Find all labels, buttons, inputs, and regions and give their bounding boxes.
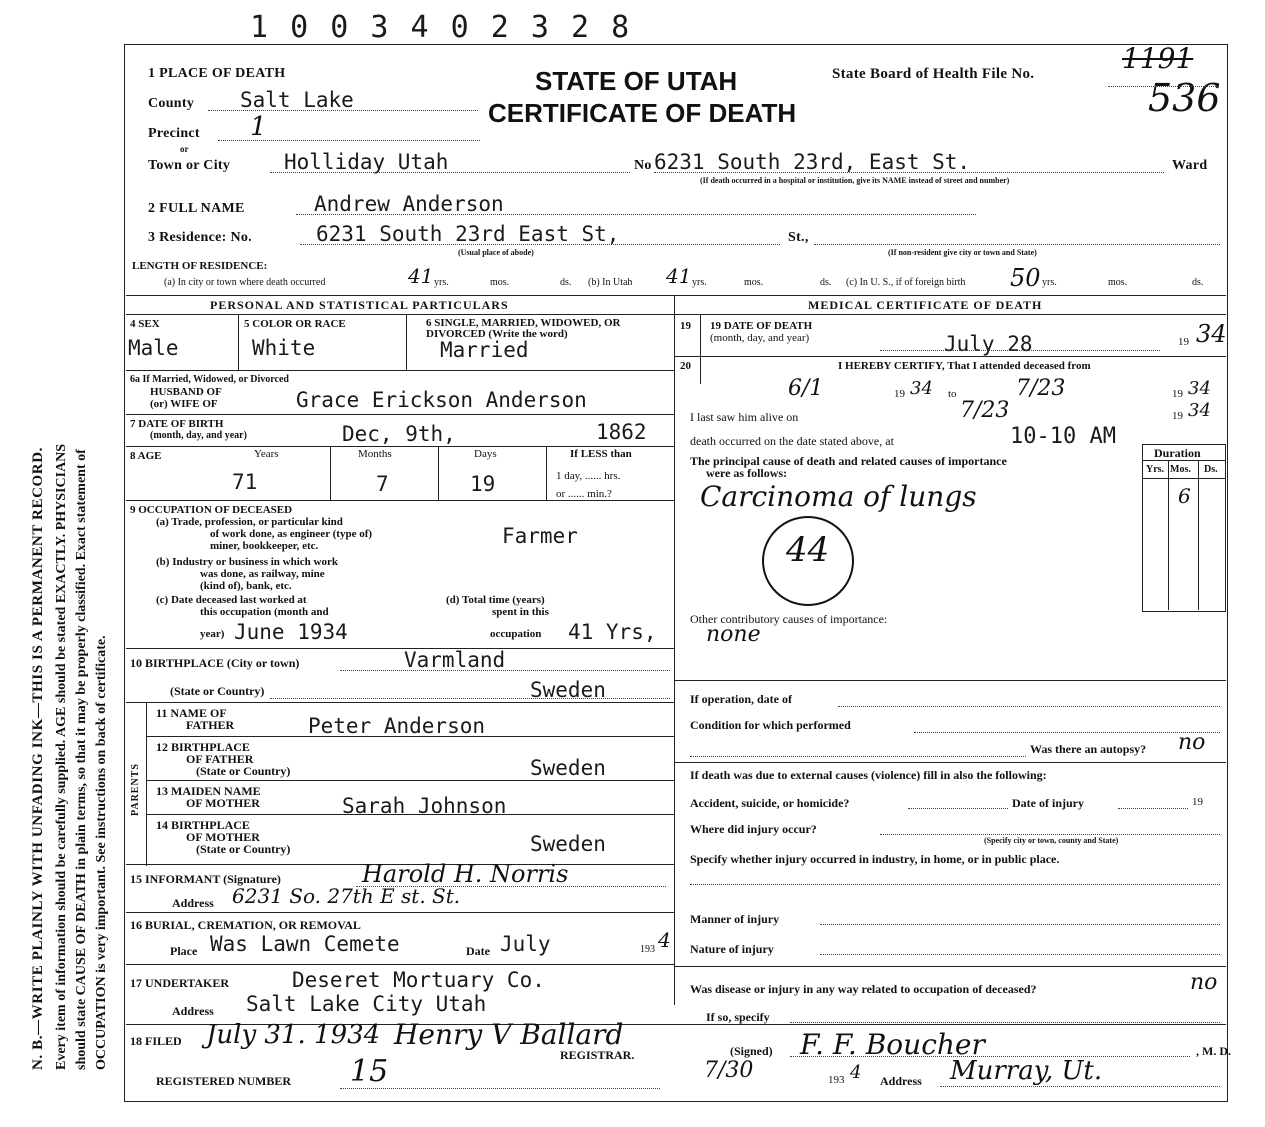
duration-yrs: Yrs. — [1146, 464, 1165, 475]
specify-label: Specify whether injury occurred in industry, in home, or in public place. — [690, 852, 1060, 866]
filed-label: 18 FILED — [130, 1034, 182, 1048]
last-saw-label: I last saw him alive on — [690, 410, 799, 424]
county-value: Salt Lake — [240, 88, 354, 112]
burial-year-prefix: 193 — [640, 944, 655, 955]
burial-place-label: Place — [170, 944, 198, 958]
burial-place: Was Lawn Cemete — [210, 932, 400, 956]
age-days: 19 — [470, 472, 496, 496]
physician-signature: F. F. Boucher — [800, 1028, 985, 1061]
certify-text: I HEREBY CERTIFY, That I attended deceased from — [838, 360, 1091, 372]
occupation-heading: 9 OCCUPATION OF DECEASED — [130, 504, 293, 516]
occ-a-2: of work done, as engineer (type of) — [210, 528, 373, 540]
registrar-signature: Henry V Ballard — [394, 1018, 624, 1051]
occ-c-2: this occupation (month and — [200, 606, 329, 618]
length-b-label: (b) In Utah — [588, 277, 633, 288]
duration-months: 6 — [1178, 484, 1191, 508]
mother-birth-label-3: (State or Country) — [196, 842, 291, 856]
age-lt-label: If LESS than — [570, 448, 632, 460]
father-birth-label-1: 12 BIRTHPLACE — [156, 740, 250, 754]
burial-year: 4 — [658, 928, 671, 952]
burial-date-label: Date — [466, 944, 490, 958]
age-lt-day: 1 day, ...... hrs. — [556, 470, 621, 482]
full-name-value: Andrew Anderson — [314, 192, 504, 216]
street-no-label: No — [634, 158, 652, 173]
signed-label: (Signed) — [730, 1044, 773, 1058]
spouse-label-2: HUSBAND OF — [150, 386, 222, 398]
attended-from-prefix: 19 — [894, 388, 905, 400]
attended-from: 6/1 — [788, 376, 824, 401]
cert-19-number: 19 — [680, 320, 691, 332]
sex-value: Male — [128, 336, 179, 360]
father-label-1: 11 NAME OF — [156, 706, 227, 720]
title-state: STATE OF UTAH — [535, 66, 738, 96]
hospital-note: (If death occurred in a hospital or institution, give its NAME instead of street and number) — [700, 176, 1010, 185]
occ-a-1: (a) Trade, profession, or particular kind — [156, 516, 343, 528]
birthplace-label: 10 BIRTHPLACE (City or town) — [130, 656, 300, 670]
length-c-mos: mos. — [1108, 277, 1128, 288]
cert-20-number: 20 — [680, 360, 691, 372]
physician-address-label: Address — [880, 1074, 922, 1088]
precinct-label: Precinct — [148, 126, 200, 141]
attended-to-year: 34 — [1188, 378, 1211, 399]
accident-label: Accident, suicide, or homicide? — [690, 796, 850, 810]
condition-label: Condition for which performed — [690, 718, 851, 732]
color-label: 5 COLOR OR RACE — [244, 318, 346, 330]
occ-b-2: was done, as railway, mine — [200, 568, 325, 580]
father-birth-label-2: OF FATHER — [186, 752, 254, 766]
dod-year-prefix: 19 — [1178, 336, 1189, 348]
undertaker-value: Deseret Mortuary Co. — [292, 968, 545, 992]
attended-to-label: to — [948, 388, 957, 400]
parents-label: PARENTS — [130, 763, 141, 816]
place-heading: 1 PLACE OF DEATH — [148, 66, 286, 81]
length-c-value: 50 — [1010, 264, 1041, 292]
age-years: 71 — [232, 470, 258, 494]
other-causes-value: none — [706, 622, 761, 647]
occ-b-1: (b) Industry or business in which work — [156, 556, 338, 568]
other-causes-label: Other contributory causes of importance: — [690, 612, 888, 626]
registered-number: 15 — [350, 1054, 389, 1089]
autopsy-label: Was there an autopsy? — [1030, 742, 1147, 756]
informant-address-label: Address — [172, 896, 214, 910]
residence-st-label: St., — [788, 230, 809, 245]
dob-value: Dec, 9th, — [342, 422, 456, 446]
age-months-label: Months — [358, 448, 392, 460]
personal-heading: PERSONAL AND STATISTICAL PARTICULARS — [210, 298, 509, 312]
occupation-value: Farmer — [502, 524, 578, 548]
related-label: Was disease or injury in any way related to occupation of deceased? — [690, 982, 1037, 996]
occ-c-3: year) — [200, 628, 225, 640]
attended-to-prefix: 19 — [1172, 388, 1183, 400]
cause-label-1: The principal cause of death and related causes of importance — [690, 454, 1007, 468]
last-saw-value: 7/23 — [960, 398, 1010, 423]
last-saw-prefix: 19 — [1172, 410, 1183, 422]
occ-b-3: (kind of), bank, etc. — [200, 580, 292, 592]
town-label: Town or City — [148, 158, 231, 173]
dod-value: July 28 — [944, 332, 1033, 356]
length-a-mos: mos. — [490, 277, 510, 288]
mother-birth-label-1: 14 BIRTHPLACE — [156, 818, 250, 832]
serial-number: 1 0 0 3 4 0 2 3 2 8 — [250, 10, 632, 45]
occ-d-2: spent in this — [492, 606, 549, 618]
last-worked-value: June 1934 — [234, 620, 348, 644]
father-value: Peter Anderson — [308, 714, 486, 738]
occurred-label: death occurred on the date stated above, at — [690, 434, 894, 448]
length-b-value: 41 — [666, 264, 692, 288]
injury-year-prefix: 19 — [1192, 796, 1203, 808]
attended-from-year: 34 — [910, 378, 933, 399]
or-label: or — [180, 144, 189, 154]
age-years-label: Years — [254, 448, 279, 460]
file-no-struck: 1191 — [1122, 42, 1194, 75]
where-label: Where did injury occur? — [690, 822, 817, 836]
side-note-line4: OCCUPATION is very important. See instructions on back of certificate. — [94, 635, 109, 1070]
precinct-value: 1 — [250, 112, 267, 142]
length-c-label: (c) In U. S., if of foreign birth — [846, 277, 966, 288]
length-a-label: (a) In city or town where death occurred — [164, 277, 326, 288]
file-no-label: State Board of Health File No. — [832, 66, 1035, 82]
side-note-line3: should state CAUSE OF DEATH in plain terms, so that it may be properly classified. Exact statement of — [74, 449, 89, 1070]
mother-label-1: 13 MAIDEN NAME — [156, 784, 261, 798]
ward-label: Ward — [1172, 158, 1208, 173]
external-causes-label: If death was due to external causes (violence) fill in also the following: — [690, 768, 1047, 782]
birthplace-city: Varmland — [404, 648, 506, 672]
length-residence-label: LENGTH OF RESIDENCE: — [132, 260, 268, 272]
where-note: (Specify city or town, county and State) — [984, 836, 1119, 845]
occ-c-1: (c) Date deceased last worked at — [156, 594, 307, 606]
file-no: 536 — [1148, 76, 1221, 120]
filed-date: July 31. 1934 — [206, 1020, 381, 1050]
informant-address: 6231 So. 27th E st. St. — [232, 884, 461, 908]
injury-date-label: Date of injury — [1012, 796, 1084, 810]
dod-sub: (month, day, and year) — [710, 332, 810, 344]
occ-d-3: occupation — [490, 628, 542, 640]
age-days-label: Days — [474, 448, 497, 460]
spouse-label-1: 6a If Married, Widowed, or Divorced — [130, 374, 289, 385]
length-a-yrs: yrs. — [434, 277, 449, 288]
length-a-value: 41 — [408, 264, 434, 288]
code-value: 44 — [786, 530, 830, 570]
dob-sub: (month, day, and year) — [150, 430, 247, 441]
father-label-2: FATHER — [186, 718, 235, 732]
duration-label: Duration — [1154, 446, 1201, 460]
dod-year: 34 — [1196, 320, 1227, 348]
duration-ds: Ds. — [1204, 464, 1218, 475]
operation-label: If operation, date of — [690, 692, 792, 706]
medical-heading: MEDICAL CERTIFICATE OF DEATH — [808, 298, 1043, 312]
burial-date: July — [500, 932, 551, 956]
father-birthplace: Sweden — [530, 756, 606, 780]
father-birth-label-3: (State or Country) — [196, 764, 291, 778]
duration-mos: Mos. — [1170, 464, 1191, 475]
related-value: no — [1190, 970, 1218, 995]
nature-label: Nature of injury — [690, 942, 774, 956]
registered-number-label: REGISTERED NUMBER — [156, 1074, 292, 1088]
dob-label: 7 DATE OF BIRTH — [130, 418, 224, 430]
marital-value: Married — [440, 338, 529, 362]
side-note-line1: N. B.—WRITE PLAINLY WITH UNFADING INK—THIS IS A PERMANENT RECORD. — [30, 447, 46, 1070]
birthplace-country: Sweden — [530, 678, 606, 702]
sign-year: 4 — [850, 1062, 862, 1083]
informant-label: 15 INFORMANT (Signature) — [130, 872, 281, 886]
occ-d-1: (d) Total time (years) — [446, 594, 545, 606]
informant-signature: Harold H. Norris — [362, 860, 569, 888]
undertaker-address-label: Address — [172, 1004, 214, 1018]
age-months: 7 — [376, 472, 389, 496]
full-name-label: 2 FULL NAME — [148, 201, 245, 216]
side-note-line2: Every item of information should be carefully supplied. AGE should be stated EXACTLY. PHYSICIANS — [54, 443, 69, 1070]
length-b-yrs: yrs. — [692, 277, 707, 288]
mother-birth-label-2: OF MOTHER — [186, 830, 260, 844]
mother-value: Sarah Johnson — [342, 794, 507, 818]
registrar-label: REGISTRAR. — [560, 1048, 635, 1062]
residence-label: 3 Residence: No. — [148, 230, 252, 245]
if-so-label: If so, specify — [706, 1010, 770, 1024]
state-country-label: (State or Country) — [170, 684, 265, 698]
age-label: 8 AGE — [130, 450, 162, 462]
length-b-ds: ds. — [820, 277, 832, 288]
town-value: Holliday Utah — [284, 150, 449, 174]
abode-note: (Usual place of abode) — [458, 248, 534, 257]
dob-year: 1862 — [596, 420, 647, 444]
cause-value: Carcinoma of lungs — [700, 480, 977, 513]
length-a-ds: ds. — [560, 277, 572, 288]
marital-label: 6 SINGLE, MARRIED, WIDOWED, OR DIVORCED (Write the word) — [426, 317, 621, 340]
attended-to: 7/23 — [1016, 376, 1066, 401]
length-b-mos: mos. — [744, 277, 764, 288]
total-time-value: 41 Yrs, — [568, 620, 657, 644]
nonresident-note: (If non-resident give city or town and State) — [888, 248, 1037, 257]
burial-label: 16 BURIAL, CREMATION, OR REMOVAL — [130, 918, 361, 932]
md-label: , M. D. — [1196, 1044, 1231, 1058]
sign-year-prefix: 193 — [828, 1074, 845, 1086]
sex-label: 4 SEX — [130, 318, 160, 330]
undertaker-label: 17 UNDERTAKER — [130, 976, 230, 990]
age-lt-min: or ...... min.? — [556, 488, 612, 500]
mother-label-2: OF MOTHER — [186, 796, 260, 810]
occ-a-3: miner, bookkeeper, etc. — [210, 540, 319, 552]
title-certificate: CERTIFICATE OF DEATH — [488, 98, 797, 128]
mother-birthplace: Sweden — [530, 832, 606, 856]
death-time: 10-10 AM — [1010, 424, 1116, 449]
street-value: 6231 South 23rd, East St. — [654, 150, 971, 174]
spouse-label-3: (or) WIFE OF — [150, 398, 218, 410]
color-value: White — [252, 336, 316, 360]
county-label: County — [148, 96, 195, 111]
physician-address: Murray, Ut. — [950, 1056, 1103, 1086]
last-saw-year: 34 — [1188, 400, 1211, 421]
dod-label: 19 DATE OF DEATH — [710, 320, 813, 332]
autopsy-value: no — [1178, 730, 1206, 755]
spouse-value: Grace Erickson Anderson — [296, 388, 587, 412]
undertaker-address: Salt Lake City Utah — [246, 992, 487, 1016]
cause-label-2: were as follows: — [706, 466, 788, 480]
sign-date: 7/30 — [704, 1058, 754, 1083]
residence-value: 6231 South 23rd East St, — [316, 222, 620, 246]
length-c-yrs: yrs. — [1042, 277, 1057, 288]
length-c-ds: ds. — [1192, 277, 1204, 288]
manner-label: Manner of injury — [690, 912, 780, 926]
